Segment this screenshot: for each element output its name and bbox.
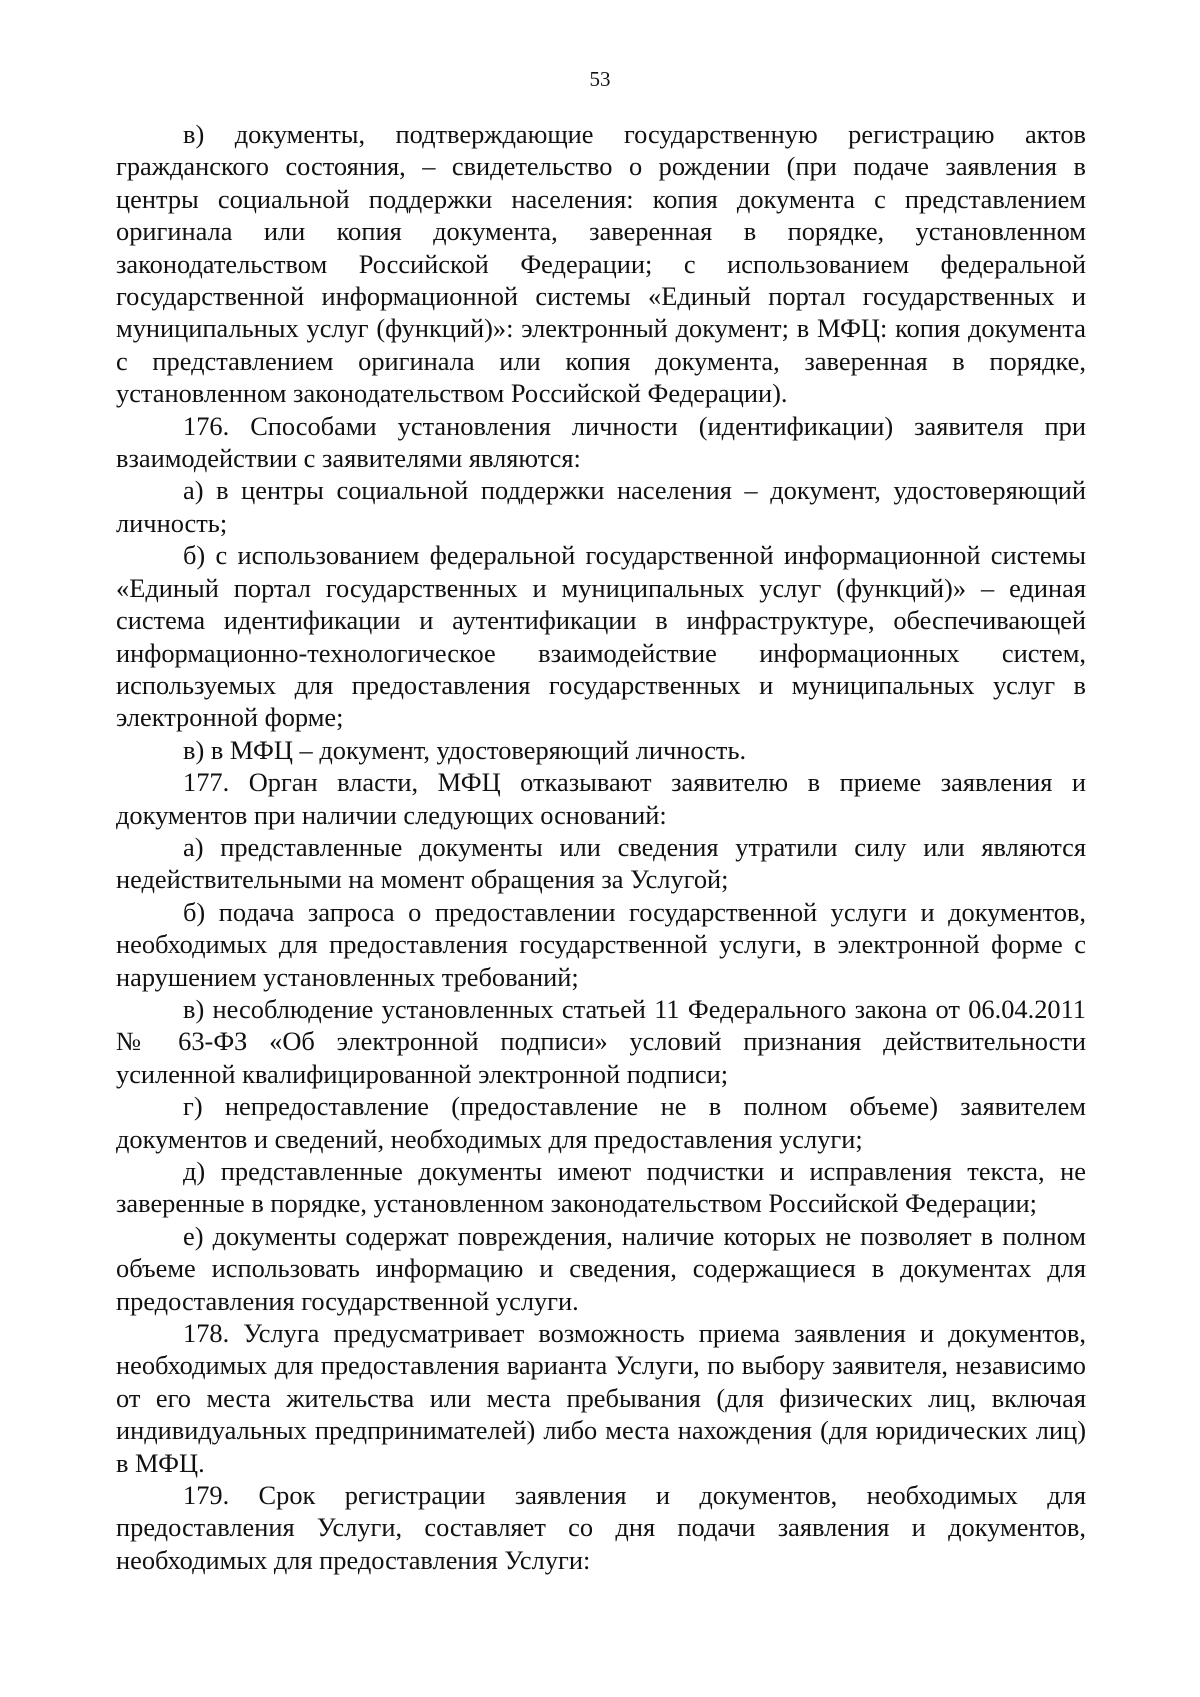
paragraph-177-f-damaged-documents: е) документы содержат повреждения, наличие которых не позволяет в полном объеме использовать информацию и сведения, содержащиеся в документах для предоставления государственной услуги. [116,1220,1086,1316]
document-body [116,118,1086,1576]
paragraph-176-b-unified-portal: б) с использованием федеральной государственной информационной системы «Единый портал государственных и муниципальных услуг (функций)» – единая система идентификации и аутентификации в инфраструктуре, обеспечивающей информационно-технологическое взаимодействие информационных систем, используемых для предоставления государственных и муниципальных услуг в электронной форме; [116,540,1086,733]
paragraph-177-b-electronic-violations: б) подача запроса о предоставлении государственной услуги и документов, необходимых для предоставления государственной услуги, в электронной форме с нарушением установленных требований; [116,896,1086,992]
paragraph-179-registration-term: 179. Срок регистрации заявления и документов, необходимых для предоставления Услуги, составляет со дня подачи заявления и документов, необходимых для предоставления Услуги: [116,1480,1086,1575]
paragraph-177-e-corrections: д) представленные документы имеют подчистки и исправления текста, не заверенные в порядке, установленном законодательством Российской Федерации; [116,1156,1086,1219]
paragraph-176-identification-methods: 176. Способами установления личности (идентификации) заявителя при взаимодействии с заявителями являются: [116,410,1086,474]
page-number: 53 [589,67,611,91]
paragraph-176-c-mfc: в) в МФЦ – документ, удостоверяющий личность. [183,734,747,765]
paragraph-177-c-electronic-signature: в) несоблюдение установленных статьей 11 Федерального закона от 06.04.2011 № 63-ФЗ «Об электронной подписи» условий признания действительности усиленной квалифицированной электронной подписи; [116,993,1086,1089]
paragraph-177-a-expired-documents: а) представленные документы или сведения утратили силу или являются недействительными на момент обращения за Услугой; [116,831,1086,895]
paragraph-178-extraterritorial-acceptance: 178. Услуга предусматривает возможность приема заявления и документов, необходимых для предоставления варианта Услуги, по выбору заявителя, независимо от его места жительства или места пребывания (для физических лиц, включая индивидуальных предпринимателей) либо места нахождения (для юридических лиц) в МФЦ. [116,1318,1086,1478]
paragraph-177-d-incomplete-documents: г) непредоставление (предоставление не в полном объеме) заявителем документов и сведений, необходимых для предоставления услуги; [116,1091,1086,1154]
paragraph-177-refusal-grounds: 177. Орган власти, МФЦ отказывают заявителю в приеме заявления и документов при наличии следующих оснований: [116,767,1086,830]
paragraph-civil-registration-documents: в) документы, подтверждающие государственную регистрацию актов гражданского состояния, – свидетельство о рождении (при подаче заявления в центры социальной поддержки населения: копия документа с представлением оригинала или копия документа, заверенная в порядке, установленном законодательством Российской Федерации; с использованием федеральной государственной информационной системы «Единый портал государственных и муниципальных услуг (функций)»: электронный документ; в МФЦ: копия документа с представлением оригинала или копия документа, заверенная в порядке, установленном законодательством Российской Федерации). [116,119,1086,409]
paragraph-176-a-social-support-centers: а) в центры социальной поддержки населения – документ, удостоверяющий личность; [116,475,1086,538]
